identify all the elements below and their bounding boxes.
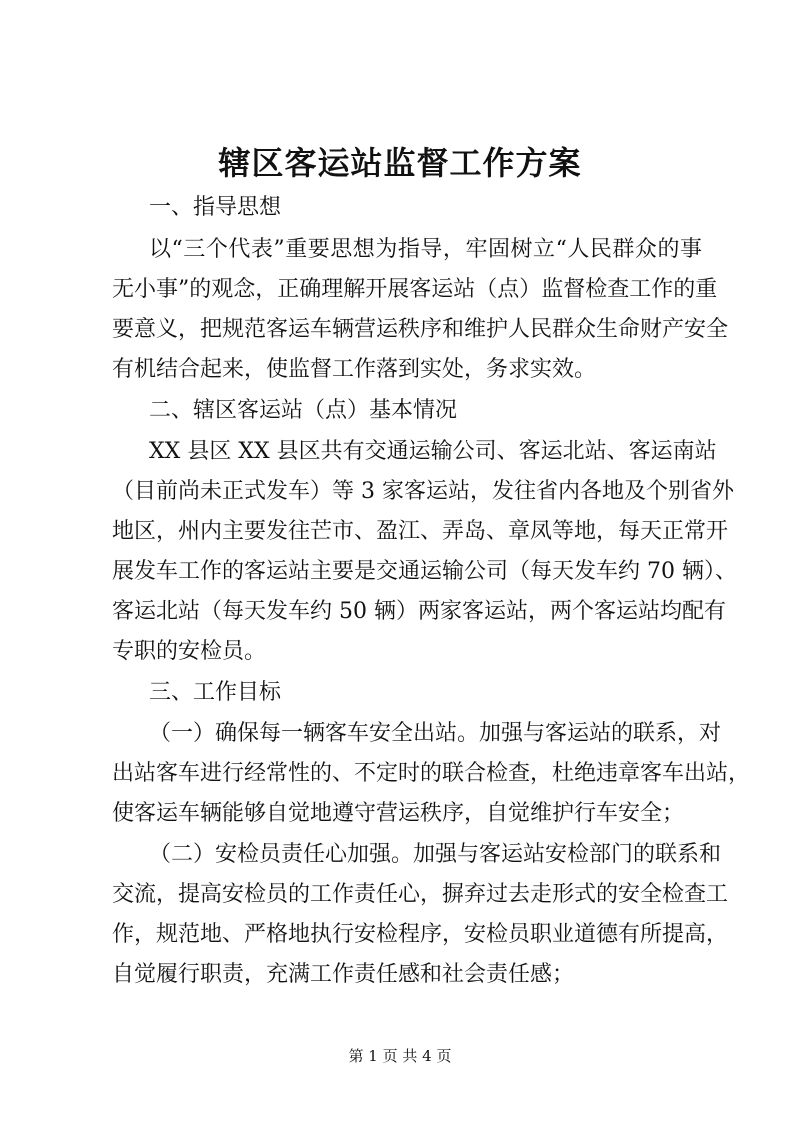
paragraph-line: 有机结合起来，使监督工作落到实处，务求实效。 bbox=[112, 357, 597, 382]
page-footer: 第 1 页 共 4 页 bbox=[348, 1047, 452, 1065]
paragraph-line: 专职的安检员。 bbox=[112, 639, 267, 664]
section-heading-station-overview: 二、辖区客运站（点）基本情况 bbox=[149, 398, 458, 423]
section-heading-work-goals: 三、工作目标 bbox=[149, 680, 282, 705]
paragraph-line: 作，规范地、严格地执行安检程序，安检员职业道德有所提高， bbox=[112, 922, 729, 947]
paragraph-line: 出站客车进行经常性的、不定时的联合检查，杜绝违章客车出站， bbox=[112, 761, 751, 786]
paragraph-line: 展发车工作的客运站主要是交通运输公司（每天发车约 70 辆）、 bbox=[112, 559, 737, 584]
paragraph-line: 使客运车辆能够自觉地遵守营运秩序，自觉维护行车安全； bbox=[112, 801, 685, 826]
paragraph-line: 地区，州内主要发往芒市、盈江、弄岛、章凤等地，每天正常开 bbox=[112, 519, 729, 544]
paragraph-line: 自觉履行职责，充满工作责任感和社会责任感； bbox=[112, 962, 575, 987]
paragraph-line: 交流，提高安检员的工作责任心，摒弃过去走形式的安全检查工 bbox=[112, 882, 729, 907]
paragraph-line: （目前尚未正式发车）等 3 家客运站，发往省内各地及个别省外 bbox=[112, 479, 734, 504]
paragraph-line: 要意义，把规范客运车辆营运秩序和维护人民群众生命财产安全 bbox=[112, 317, 729, 342]
section-heading-guiding-ideology: 一、指导思想 bbox=[149, 195, 282, 220]
paragraph-line: （二）安检员责任心加强。加强与客运站安检部门的联系和 bbox=[149, 842, 722, 867]
document-title: 辖区客运站监督工作方案 bbox=[218, 144, 582, 182]
paragraph-line: 无小事”的观念，正确理解开展客运站（点）监督检查工作的重 bbox=[112, 277, 718, 302]
paragraph-line: （一）确保每一辆客车安全出站。加强与客运站的联系，对 bbox=[149, 721, 722, 746]
paragraph-line: 客运北站（每天发车约 50 辆）两家客运站，两个客运站均配有 bbox=[112, 599, 726, 624]
paragraph-line: 以“三个代表”重要思想为指导，牢固树立“人民群众的事 bbox=[149, 237, 702, 262]
paragraph-line: XX 县区 XX 县区共有交通运输公司、客运北站、客运南站 bbox=[149, 439, 717, 464]
